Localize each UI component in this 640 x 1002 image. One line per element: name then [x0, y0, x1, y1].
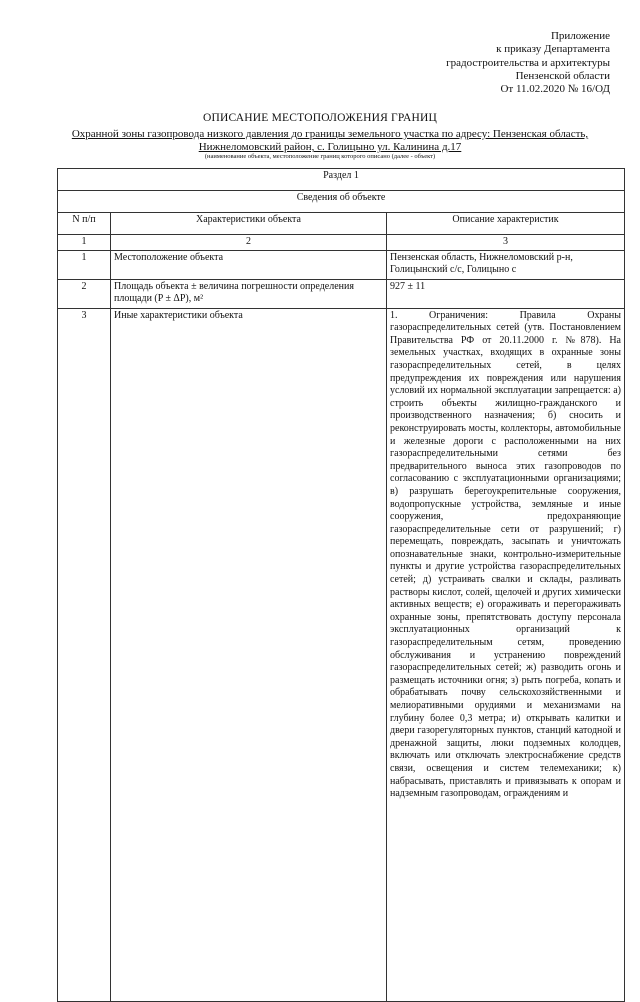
header-row [58, 213, 625, 235]
object-name: Охранной зоны газопровода низкого давления до границы земельного участка по адресу: Пензенская область, Нижнеломовский район, с. Голицыно ул. Калинина д.17 [71, 128, 589, 153]
table-row [58, 308, 625, 1001]
row-description-cell [387, 308, 625, 1001]
column-number: 1 [58, 235, 111, 251]
header-num: N п/п [58, 213, 111, 235]
approval-line: к приказу Департамента [496, 43, 610, 56]
column-number: 2 [111, 235, 387, 251]
header-description: Описание характеристик [387, 213, 625, 235]
approval-line: От 11.02.2020 № 16/ОД [500, 83, 610, 96]
row-num: 2 [58, 279, 111, 308]
row-characteristic: Иные характеристики объекта [111, 308, 387, 1001]
document-title: ОПИСАНИЕ МЕСТОПОЛОЖЕНИЯ ГРАНИЦ [202, 112, 438, 124]
row-description: 927 ± 11 [387, 279, 625, 308]
header-characteristic: Характеристики объекта [111, 213, 387, 235]
row-characteristic: Местоположение объекта [111, 250, 387, 279]
row-num: 3 [58, 308, 111, 1001]
object-info-table [57, 168, 625, 1002]
approval-line: Пензенской области [515, 69, 610, 82]
section-title-row [58, 191, 625, 213]
table-row [58, 250, 625, 279]
approval-line: градостроительства и архитектуры [446, 56, 610, 69]
object-name-note: (наименование объекта, местоположение границ которого описано (далее - объект) [204, 153, 436, 160]
table-row [58, 279, 625, 308]
approval-line: Приложение [550, 30, 610, 42]
approval-stamp [446, 30, 610, 96]
section-row [58, 169, 625, 191]
row-description: 1. Ограничения: Правила Охраны газораспределительных сетей (утв. Постановлением Правительства РФ от 20.11.2000 г. №878). На земельных участках, входящих в охранные зоны газораспределительных сетей, в целях предупреждения их повреждения или нарушения условий их нормальной эксплуатации запрещается: а) строить объекты жилищно-гражданского и производственного назначения; б) сносить и реконструировать мосты, коллекторы, автомобильные и железные дороги с расположенными на них газораспределительными сетями без предварительного выноса этих газопроводов по согласованию с эксплуатационными организациями; в) разрушать берегоукрепительные сооружения, водопропускные устройства, земляные и иные сооружения, предохраняющие газораспределительные сети от разрушений; г) перемещать, повреждать, засыпать и уничтожать опознавательные знаки, контрольно-измерительные пункты и другие устройства газораспределительных сетей; д) устраивать свалки и склады, разливать растворы кислот, солей, щелочей и других химически активных веществ; е) огораживать и перегораживать охранные зоны, препятствовать доступу персонала эксплуатационных организаций к газораспределительным сетям, проведению обслуживания и устранению повреждений газораспределительных сетей; ж) разводить огонь и размещать источники огня; з) рыть погреба, копать и обрабатывать почву сельскохозяйственными и мелиоративными орудиями и механизмами на глубину более 0,3 метра; и) открывать калитки и двери газорегуляторных пунктов, станций катодной и дренажной защиты, люки подземных колодцев, включать или отключать электроснабжение средств связи, освещения и систем телемеханики; к) набрасывать, приставлять и привязывать к опорам и надземным газопроводам, ограждениям и [390, 309, 621, 800]
row-description: Пензенская область, Нижнеломовский р-н, Голицынский с/с, Голицыно с [387, 250, 625, 279]
column-number: 3 [387, 235, 625, 251]
section-title: Сведения об объекте [58, 191, 625, 213]
column-number-row [58, 235, 625, 251]
row-num: 1 [58, 250, 111, 279]
section-label: Раздел 1 [58, 169, 625, 191]
row-characteristic: Площадь объекта ± величина погрешности определения площади (P ± ΔP), м² [111, 279, 387, 308]
